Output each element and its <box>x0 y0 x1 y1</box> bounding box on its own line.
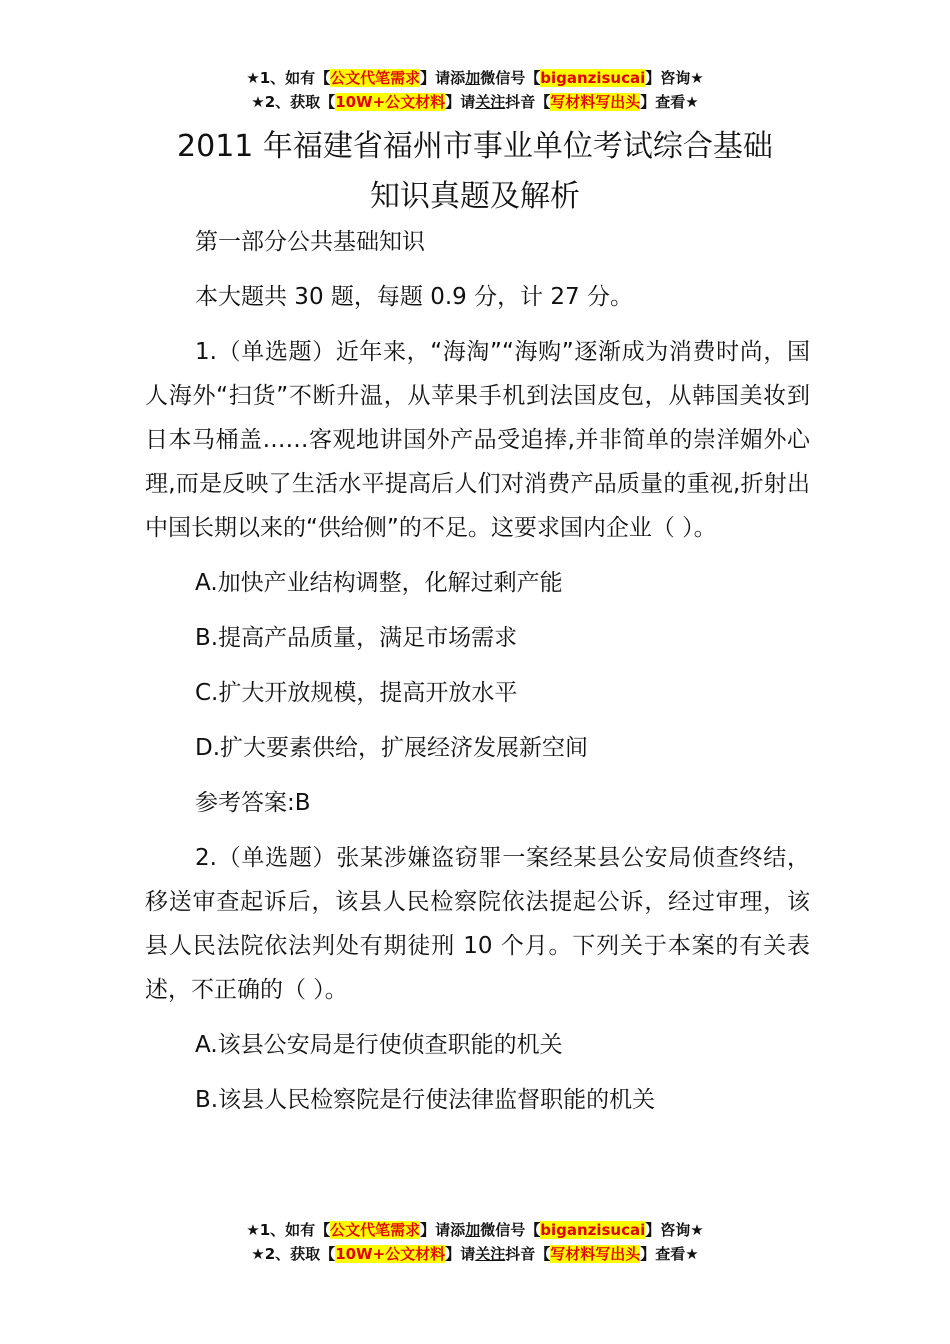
promo-text: ★2、获取【 <box>251 1245 336 1263</box>
question-2-option-a: A.该县公安局是行使侦查职能的机关 <box>195 1032 563 1058</box>
promo-highlight-douyin: 写材料写出头 <box>550 1245 641 1263</box>
document-body <box>145 220 810 1133</box>
promo-line-1 <box>0 66 950 90</box>
promo-text: 】请 <box>445 1245 476 1263</box>
promo-highlight-wechat-id: biganzisucai <box>540 1221 646 1239</box>
promo-banner-top <box>0 66 950 114</box>
document-title <box>0 122 950 222</box>
section-instruction: 本大题共 30 题，每题 0.9 分，计 27 分。 <box>195 284 633 310</box>
question-2-stem: 2.（单选题）张某涉嫌盗窃罪一案经某县公安局侦查终结，移送审查起诉后，该县人民检察院依法提起公诉，经过审理，该县人民法院依法判处有期徒刑 10 个月。下列关于本案的有关表述，不正确的（ ）。 <box>145 845 810 1003</box>
question-1-option-b: B.提高产品质量，满足市场需求 <box>195 625 518 651</box>
promo-line-2 <box>0 1242 950 1266</box>
promo-text: 微信号【 <box>480 69 541 87</box>
promo-text: 】查看★ <box>640 93 699 111</box>
promo-text: 】请添 <box>420 1221 466 1239</box>
promo-highlight: 公文代笔需求 <box>330 69 421 87</box>
question-1-stem: 1.（单选题）近年来，“海淘”“海购”逐渐成为消费时尚，国人海外“扫货”不断升温，从苹果手机到法国皮包，从韩国美妆到日本马桶盖……客观地讲国外产品受追捧,并非简单的崇洋媚外心理,而是反映了生活水平提高后人们对消费产品质量的重视,折射出中国长期以来的“供给侧”的不足。这要求国内企业（ ）。 <box>145 339 810 541</box>
promo-text: 微信号【 <box>480 1221 541 1239</box>
question-1-answer: 参考答案:B <box>195 790 311 816</box>
promo-text: 】咨询★ <box>645 69 704 87</box>
promo-highlight: 10W+公文材料 <box>335 1245 446 1263</box>
question-2-option-b: B.该县人民检察院是行使法律监督职能的机关 <box>195 1087 656 1113</box>
promo-highlight: 公文代笔需求 <box>330 1221 421 1239</box>
promo-text: ★1、如有【 <box>246 69 331 87</box>
promo-text: 】查看★ <box>640 1245 699 1263</box>
promo-banner-bottom <box>0 1218 950 1266</box>
promo-underline: 关注 <box>475 1245 506 1263</box>
promo-highlight-douyin: 写材料写出头 <box>550 93 641 111</box>
promo-highlight: 10W+公文材料 <box>335 93 446 111</box>
title-line-1: 2011 年福建省福州市事业单位考试综合基础 <box>177 129 773 164</box>
promo-text: 】请 <box>445 93 476 111</box>
title-line-2: 知识真题及解析 <box>370 179 580 214</box>
promo-line-2 <box>0 90 950 114</box>
section-heading: 第一部分公共基础知识 <box>195 229 425 255</box>
question-1-option-a: A.加快产业结构调整，化解过剩产能 <box>195 570 563 596</box>
promo-text: 】请添 <box>420 69 466 87</box>
promo-underline: 加 <box>465 69 481 87</box>
promo-underline: 关注 <box>475 93 506 111</box>
promo-text: 抖音【 <box>505 93 551 111</box>
question-1-option-c: C.扩大开放规模，提高开放水平 <box>195 680 518 706</box>
promo-text: ★2、获取【 <box>251 93 336 111</box>
promo-text: 抖音【 <box>505 1245 551 1263</box>
promo-text: ★1、如有【 <box>246 1221 331 1239</box>
promo-text: 】咨询★ <box>645 1221 704 1239</box>
promo-highlight-wechat-id: biganzisucai <box>540 69 646 87</box>
promo-line-1 <box>0 1218 950 1242</box>
question-1-option-d: D.扩大要素供给，扩展经济发展新空间 <box>195 735 589 761</box>
promo-underline: 加 <box>465 1221 481 1239</box>
